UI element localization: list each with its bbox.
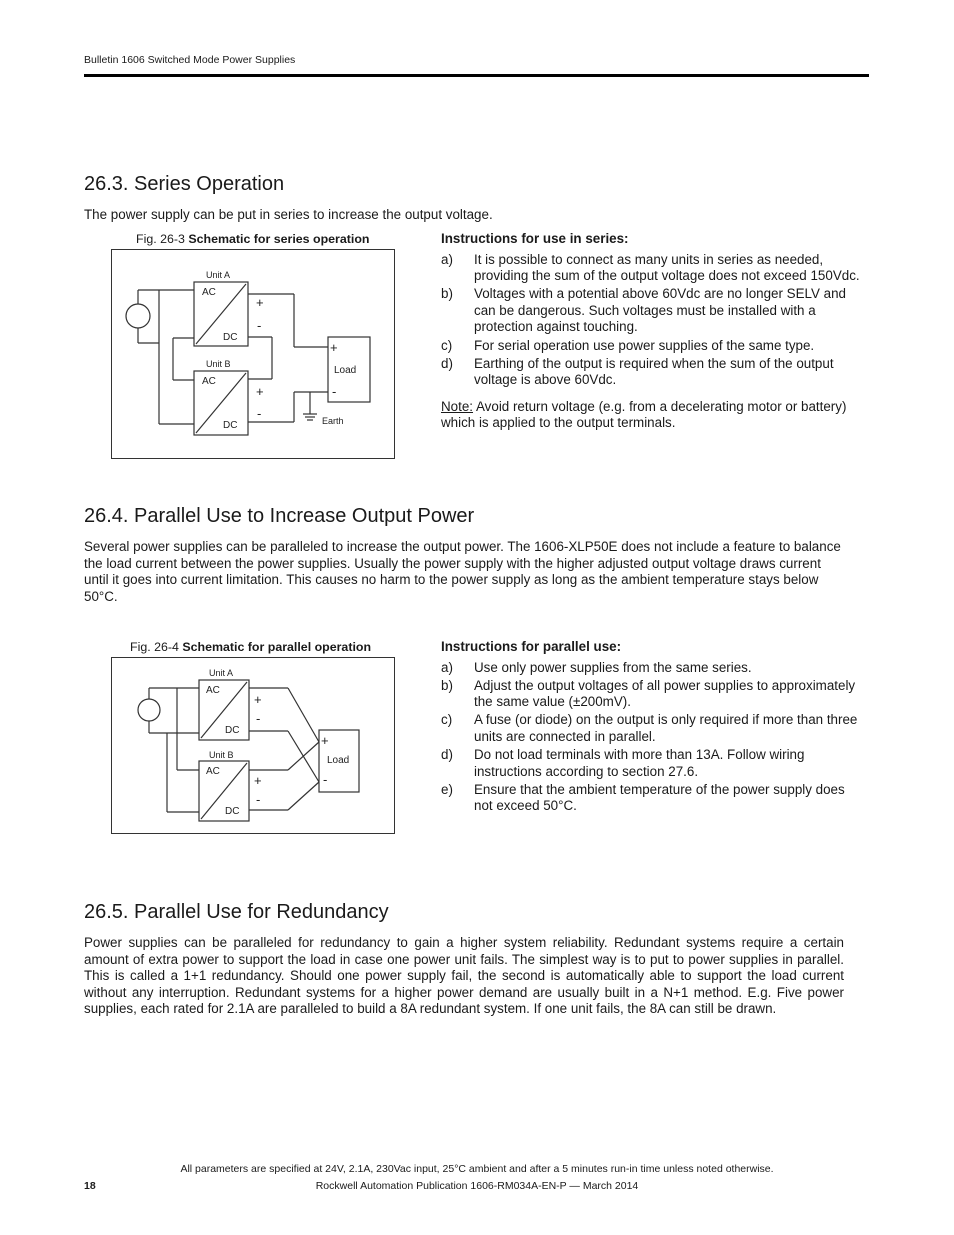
series-schematic	[111, 249, 395, 459]
figure-caption-parallel	[130, 640, 371, 654]
ac-label: AC	[206, 766, 220, 777]
redundancy-body: Power supplies can be paralleled for redundancy to gain a higher system reliability. Redundant systems require a certain amount of extra power to support the load in case one power unit fails. The simplest way is to put to power supplies in parallel. This is called a 1+1 redundancy. Should one power supply fail, the second is automatically able to support the load current without any interruption. Redundant systems for a higher power demand are usually built in a N+1 method. E.g. Five power supplies, each rated for 2.1A are paralleled to build a 8A redundant system. If one unit fails, the 8A can still be drawn.	[84, 935, 844, 1017]
list-item: b) Adjust the output voltages of all power supplies to approximately the same value (±200mV).	[441, 677, 856, 710]
list-item: a) It is possible to connect as many units in series as needed, providing the sum of the output voltage does not exceed 150Vdc.	[441, 251, 860, 284]
publication-line: Rockwell Automation Publication 1606-RM034A-EN-P — March 2014	[315, 1180, 639, 1192]
note-label: Note:	[441, 398, 474, 414]
unit-a-label: Unit A	[206, 270, 231, 280]
unit-b-label: Unit B	[209, 750, 234, 760]
footer-note: All parameters are specified at 24V, 2.1A, 230Vac input, 25°C ambient and after a 5 minutes run-in time unless noted otherwise.	[180, 1163, 774, 1175]
note-text: Avoid return voltage (e.g. from a decelerating motor or battery) which is applied to the output terminals.	[441, 398, 847, 431]
series-instructions	[441, 231, 866, 432]
unit-b-label: Unit B	[206, 359, 231, 369]
dc-label: DC	[225, 806, 240, 817]
series-note	[441, 399, 866, 432]
running-header: Bulletin 1606 Switched Mode Power Supplies	[84, 54, 296, 66]
header-rule	[84, 74, 869, 77]
minus-label: -	[257, 318, 262, 333]
ac-source-icon	[138, 699, 160, 721]
unit-a-label: Unit A	[209, 668, 234, 678]
ac-source-icon	[126, 304, 150, 328]
minus-label: -	[256, 711, 261, 726]
figure-number: Fig. 26-4	[130, 640, 179, 654]
plus-label: +	[254, 773, 262, 788]
parallel-schematic-svg	[112, 658, 394, 833]
plus-label: +	[256, 295, 264, 310]
ac-label: AC	[202, 376, 216, 387]
series-instruction-list	[441, 252, 866, 389]
list-item: a) Use only power supplies from the same series.	[441, 659, 752, 675]
figure-title: Schematic for series operation	[188, 232, 370, 246]
dc-label: DC	[225, 725, 240, 736]
parallel-power-body: Several power supplies can be paralleled to increase the output power. The 1606-XLP50E does not include a feature to balance the load current between the power supplies. Usually the power supply with the higher adjusted output voltage draws current until it goes into current limitation. This causes no harm to the power supply as long as the ambient temperature stays below 50°C.	[84, 539, 841, 604]
minus-label: -	[256, 792, 261, 807]
parallel-schematic	[111, 657, 395, 834]
series-instructions-title: Instructions for use in series:	[441, 231, 629, 246]
dc-label: DC	[223, 420, 238, 431]
plus-label: +	[254, 692, 262, 707]
list-item: c) A fuse (or diode) on the output is only required if more than three units are connected in parallel.	[441, 712, 858, 744]
dc-label: DC	[223, 332, 238, 343]
load-label: Load	[327, 755, 350, 766]
parallel-instructions	[441, 639, 866, 816]
parallel-instructions-title: Instructions for parallel use:	[441, 639, 622, 654]
parallel-instruction-list	[441, 660, 866, 815]
earth-label: Earth	[322, 416, 344, 426]
list-item: b) Voltages with a potential above 60Vdc are no longer SELV and can be dangerous. Such voltages must be installed with a protection against touching.	[441, 286, 846, 335]
list-item: c) For serial operation use power supplies of the same type.	[441, 337, 815, 353]
ac-label: AC	[202, 287, 216, 298]
minus-label: -	[257, 406, 262, 421]
minus-label: -	[323, 772, 328, 787]
plus-label: +	[321, 733, 329, 748]
minus-label: -	[332, 384, 337, 399]
series-intro: The power supply can be put in series to increase the output voltage.	[84, 207, 493, 222]
figure-caption-series	[136, 232, 369, 246]
ac-label: AC	[206, 685, 220, 696]
heading-redundancy: 26.5. Parallel Use for Redundancy	[84, 901, 389, 923]
list-item: d) Do not load terminals with more than 13A. Follow wiring instructions according to section 27.6.	[441, 747, 805, 779]
load-label: Load	[334, 365, 357, 376]
figure-title: Schematic for parallel operation	[182, 640, 372, 654]
list-item: d) Earthing of the output is required when the sum of the output voltage is above 60Vdc.	[441, 355, 834, 388]
plus-label: +	[256, 384, 264, 399]
heading-series-operation: 26.3. Series Operation	[84, 173, 285, 195]
list-item: e) Ensure that the ambient temperature of the power supply does not exceed 50°C.	[441, 781, 845, 814]
series-schematic-svg	[112, 250, 394, 458]
page-number: 18	[84, 1180, 96, 1192]
heading-parallel-power: 26.4. Parallel Use to Increase Output Power	[84, 505, 475, 527]
figure-number: Fig. 26-3	[136, 232, 185, 246]
plus-label: +	[330, 340, 338, 355]
